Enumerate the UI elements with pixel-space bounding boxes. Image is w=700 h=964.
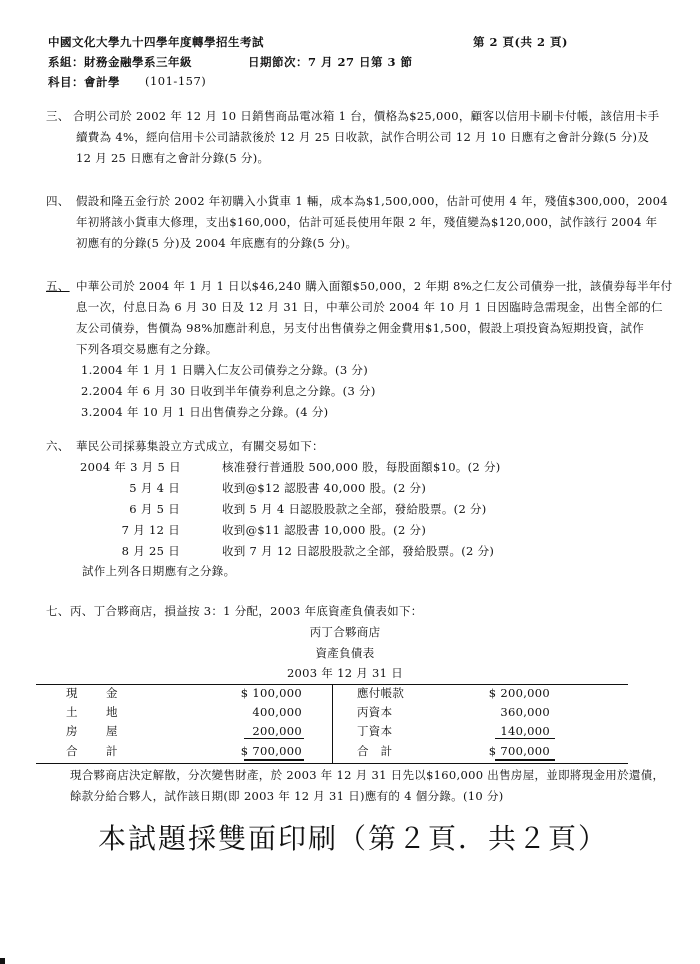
balance-sheet-bottom-border bbox=[36, 763, 628, 764]
question-3-line: 合明公司於 2002 年 12 月 10 日銷售商品電冰箱 1 台，價格為$25,000，顧客以信用卡刷卡付帳，該信用卡手 bbox=[73, 109, 660, 123]
question-5-number: 五、 bbox=[46, 279, 70, 293]
asset-label: 計 bbox=[106, 744, 118, 758]
equity-amount: 360,000 bbox=[500, 705, 550, 719]
asset-label: 屋 bbox=[106, 724, 118, 738]
subtotal-underline bbox=[495, 738, 555, 739]
question-7-line: 現合夥商店決定解散，分次變售財產，於 2003 年 12 月 31 日先以$160,000 出售房屋，並即將現金用於還債， bbox=[70, 768, 665, 782]
balance-sheet-company: 丙丁合夥商店 bbox=[309, 625, 381, 639]
subject-label: 科目：會計學 bbox=[48, 75, 120, 89]
asset-label: 地 bbox=[106, 705, 118, 719]
transaction-date: 8 月 25 日 bbox=[121, 544, 180, 558]
question-5-item: 2.2004 年 6 月 30 日收到半年債券利息之分錄。(3 分) bbox=[81, 384, 376, 398]
question-7-intro: 丙、丁合夥商店，損益按 3：1 分配，2003 年底資產負債表如下： bbox=[70, 604, 423, 618]
question-4-number: 四、 bbox=[46, 194, 70, 208]
question-3-line: 12 月 25 日應有之會計分錄(5 分)。 bbox=[76, 151, 270, 165]
balance-sheet-date: 2003 年 12 月 31 日 bbox=[286, 666, 404, 680]
liability-total-label: 合 計 bbox=[357, 744, 393, 758]
asset-label: 現 bbox=[66, 686, 78, 700]
asset-label: 合 bbox=[66, 744, 78, 758]
department-label: 系組：財務金融學系三年級 bbox=[48, 55, 192, 69]
asset-amount: 200,000 bbox=[252, 724, 302, 738]
equity-amount: 140,000 bbox=[500, 724, 550, 738]
total-double-underline bbox=[244, 759, 304, 761]
question-4-line: 年初將該小貨車大修理，支出$160,000，估計可延長使用年限 2 年，殘值變為$120,000，試作該行 2004 年 bbox=[76, 215, 658, 229]
total-double-underline bbox=[495, 759, 555, 761]
question-7-line: 餘款分給合夥人，試作該日期(即 2003 年 12 月 31 日)應有的 4 個分錄。(10 分) bbox=[70, 789, 504, 803]
asset-label: 房 bbox=[66, 724, 78, 738]
asset-amount: 400,000 bbox=[252, 705, 302, 719]
asset-amount: $ 100,000 bbox=[240, 686, 302, 700]
transaction-description: 收到@$12 認股書 40,000 股。(2 分) bbox=[222, 481, 427, 495]
question-7-number: 七、 bbox=[46, 604, 70, 618]
question-5-item: 3.2004 年 10 月 1 日出售債券之分錄。(4 分) bbox=[81, 405, 329, 419]
transaction-description: 收到 5 月 4 日認股股款之全部，發給股票。(2 分) bbox=[222, 502, 487, 516]
question-6-row bbox=[80, 499, 487, 520]
asset-label: 金 bbox=[106, 686, 118, 700]
question-6-row bbox=[80, 457, 501, 478]
transaction-description: 收到 7 月 12 日認股股款之全部，發給股票。(2 分) bbox=[222, 544, 495, 558]
question-4-line: 假設和隆五金行於 2002 年初購入小貨車 1 輛，成本為$1,500,000，估計可使用 4 年，殘值$300,000，2004 bbox=[76, 194, 668, 208]
transaction-description: 收到@$11 認股書 10,000 股。(2 分) bbox=[222, 523, 427, 537]
exam-title: 中國文化大學九十四學年度轉學招生考試 bbox=[48, 35, 264, 49]
balance-sheet-divider bbox=[332, 684, 333, 763]
question-6-intro: 華民公司採募集設立方式成立，有關交易如下： bbox=[76, 439, 324, 453]
liability-label: 應付帳款 bbox=[357, 686, 405, 700]
asset-total: $ 700,000 bbox=[240, 744, 302, 758]
question-3-number: 三、 bbox=[46, 109, 70, 123]
asset-label: 土 bbox=[66, 705, 78, 719]
question-5-line: 下列各項交易應有之分錄。 bbox=[76, 342, 218, 356]
question-7-body bbox=[70, 765, 690, 807]
question-5-line: 中華公司於 2004 年 1 月 1 日以$46,240 購入面額$50,000，2 年期 8%之仁友公司債券一批，該債券每半年付 bbox=[76, 279, 673, 293]
question-6-row bbox=[80, 520, 427, 541]
transaction-date: 5 月 4 日 bbox=[129, 481, 180, 495]
subject-code: (101-157) bbox=[145, 74, 207, 88]
transaction-description: 核准發行普通股 500,000 股，每股面額$10。(2 分) bbox=[222, 460, 501, 474]
equity-label: 丁資本 bbox=[357, 724, 393, 738]
scan-mark bbox=[0, 958, 5, 964]
question-6-row bbox=[80, 478, 427, 499]
question-5-line: 息一次，付息日為 6 月 30 日及 12 月 31 日，中華公司於 2004 年 10 月 1 日因臨時急需現金，出售全部的仁 bbox=[76, 300, 663, 314]
liability-total: $ 700,000 bbox=[488, 744, 550, 758]
transaction-date: 7 月 12 日 bbox=[121, 523, 180, 537]
question-6-number: 六、 bbox=[46, 439, 70, 453]
question-3-line: 續費為 4%，經向信用卡公司請款後於 12 月 25 日收款，試作合明公司 12 月 10 日應有之會計分錄(5 分)及 bbox=[76, 130, 650, 144]
double-sided-print-note: 本試題採雙面印刷（第２頁．共２頁） bbox=[98, 822, 609, 855]
question-6-row bbox=[80, 541, 495, 562]
subtotal-underline bbox=[244, 738, 304, 739]
question-4-line: 初應有的分錄(5 分)及 2004 年底應有的分錄(5 分)。 bbox=[76, 236, 358, 250]
page-label: 第 2 頁(共 2 頁) bbox=[473, 35, 568, 49]
date-session-label: 日期節次：7 月 27 日第 3 節 bbox=[248, 55, 413, 69]
liability-amount: $ 200,000 bbox=[488, 686, 550, 700]
balance-sheet-title: 資產負債表 bbox=[315, 646, 375, 660]
question-5-line: 友公司債券，售價為 98%加應計利息，另支付出售債券之佣金費用$1,500，假設上項投資為短期投資，試作 bbox=[76, 321, 645, 335]
question-5 bbox=[76, 276, 686, 423]
question-4 bbox=[76, 191, 686, 254]
question-3 bbox=[73, 106, 683, 169]
equity-label: 丙資本 bbox=[357, 705, 393, 719]
transaction-date: 6 月 5 日 bbox=[129, 502, 180, 516]
transaction-date: 2004 年 3 月 5 日 bbox=[80, 460, 181, 474]
question-6-outro: 試作上列各日期應有之分錄。 bbox=[82, 564, 236, 578]
question-5-item: 1.2004 年 1 月 1 日購入仁友公司債券之分錄。(3 分) bbox=[81, 363, 368, 377]
